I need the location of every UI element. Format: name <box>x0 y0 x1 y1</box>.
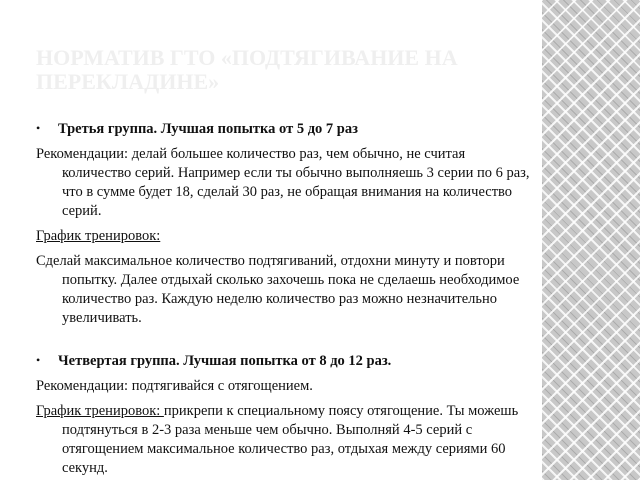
group4-heading-text: Четвертая группа. Лучшая попытка от 8 до 12 раз. <box>58 353 392 369</box>
group3-schedule-text: Сделай максимальное количество подтягиваний, отдохни минуту и повтори попытку. Далее отдыхай сколько захочешь пока не сделаешь необходимое количество раз. Каждую неделю количество раз можно незначительно увеличивать. <box>36 253 520 326</box>
group4-schedule-text: прикрепи к специальному поясу отягощение. Ты можешь подтянуться в 2-3 раза меньше чем обычно. Выполняй 4-5 серий с отягощением максимальное количество раз, отдыхая между сериями 60 секунд. <box>62 403 519 476</box>
group4-recommendations: Рекомендации: подтягивайся с отягощением. <box>36 378 313 394</box>
group3-recommendations: Рекомендации: делай большее количество раз, чем обычно, не считая количество серий. Например если ты обычно выполняешь 3 серии по 6 раз, что в сумме будет 18, сделай 30 раз, не обращая внимания на количество серий. <box>36 146 530 219</box>
group3-heading <box>36 120 536 139</box>
group3-schedule-label-text: График тренировок: <box>36 228 161 244</box>
slide-content <box>36 120 536 480</box>
group4-schedule <box>36 402 536 478</box>
spacer <box>36 334 536 352</box>
group4-schedule-label: График тренировок: <box>36 403 164 419</box>
group4-heading <box>36 352 536 371</box>
group3-schedule-label <box>36 227 536 246</box>
decorative-pattern-strip <box>542 0 640 480</box>
bullet-icon: • <box>36 121 41 135</box>
group3-heading-text: Третья группа. Лучшая попытка от 5 до 7 раз <box>58 121 358 137</box>
slide-title: НОРМАТИВ ГТО «ПОДТЯГИВАНИЕ НА ПЕРЕКЛАДИНЕ» <box>36 45 458 94</box>
bullet-icon: • <box>36 353 41 367</box>
